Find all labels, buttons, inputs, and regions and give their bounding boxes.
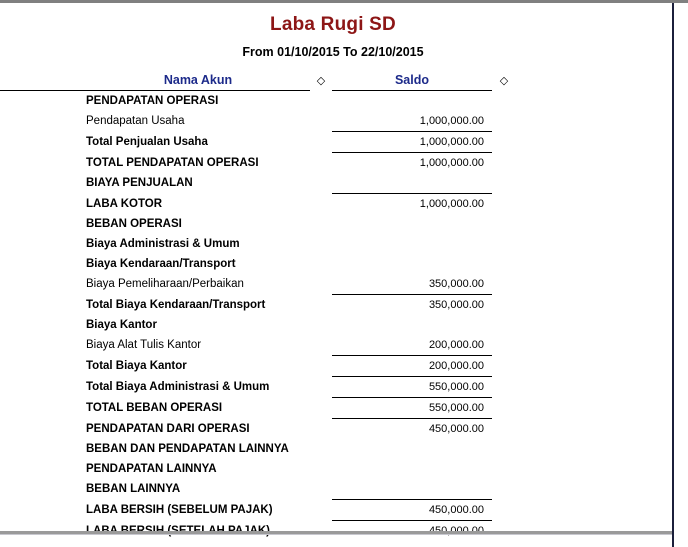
table-row[interactable] — [0, 214, 660, 234]
account-name: LABA BERSIH (SEBELUM PAJAK) — [86, 504, 273, 516]
row-spacer — [310, 173, 332, 194]
account-balance: 200,000.00 — [428, 339, 484, 351]
row-spacer — [492, 377, 516, 398]
account-balance: 550,000.00 — [332, 377, 492, 398]
account-name: Pendapatan Usaha — [86, 115, 185, 128]
row-spacer — [492, 459, 516, 479]
row-spacer — [492, 91, 516, 112]
row-spacer — [516, 254, 660, 274]
account-balance — [332, 254, 492, 274]
row-spacer — [492, 153, 516, 174]
report-page — [0, 6, 660, 528]
income-statement-table — [0, 73, 660, 541]
column-header-saldo[interactable]: Saldo — [332, 73, 492, 91]
table-header-row — [0, 73, 660, 91]
account-balance: 350,000.00 — [428, 278, 484, 290]
row-spacer — [516, 335, 660, 356]
row-spacer — [310, 439, 332, 459]
row-spacer — [310, 91, 332, 112]
account-name: Total Biaya Administrasi & Umum — [86, 381, 270, 393]
row-spacer — [310, 295, 332, 316]
row-spacer — [310, 377, 332, 398]
row-spacer — [492, 194, 516, 215]
row-spacer — [310, 335, 332, 356]
table-row[interactable] — [0, 194, 660, 215]
row-spacer — [492, 419, 516, 440]
table-row[interactable] — [0, 479, 660, 500]
account-name: LABA KOTOR — [86, 197, 163, 210]
row-spacer — [310, 500, 332, 521]
row-spacer — [516, 377, 660, 398]
row-spacer — [516, 173, 660, 194]
row-spacer — [516, 194, 660, 215]
account-balance — [332, 91, 492, 112]
table-row[interactable] — [0, 295, 660, 316]
account-name: Biaya Kendaraan/Transport — [86, 258, 236, 270]
row-spacer — [310, 356, 332, 377]
row-spacer — [492, 398, 516, 419]
column-header-spacer — [516, 73, 660, 91]
row-spacer — [310, 254, 332, 274]
row-spacer — [516, 132, 660, 153]
row-spacer — [492, 479, 516, 500]
row-spacer — [516, 91, 660, 112]
row-spacer — [516, 479, 660, 500]
report-footer-divider — [0, 531, 672, 535]
row-spacer — [310, 214, 332, 234]
table-row[interactable] — [0, 91, 660, 112]
account-name: BEBAN DAN PENDAPATAN LAINNYA — [86, 443, 289, 455]
table-row[interactable] — [0, 377, 660, 398]
table-header — [0, 73, 660, 91]
row-spacer — [492, 111, 516, 132]
row-spacer — [492, 295, 516, 316]
account-balance: 450,000.00 — [332, 500, 492, 521]
account-balance: 1,000,000.00 — [419, 115, 484, 127]
row-spacer — [310, 274, 332, 295]
table-row[interactable] — [0, 132, 660, 153]
row-spacer — [492, 315, 516, 335]
account-balance: 1,000,000.00 — [332, 153, 492, 174]
table-row[interactable] — [0, 254, 660, 274]
row-spacer — [492, 234, 516, 254]
row-spacer — [516, 500, 660, 521]
row-spacer — [310, 459, 332, 479]
row-spacer — [516, 398, 660, 419]
row-spacer — [516, 214, 660, 234]
row-spacer — [516, 439, 660, 459]
row-spacer — [492, 439, 516, 459]
sort-indicator-nama-akun-icon[interactable]: ◇ — [316, 74, 326, 87]
account-name: Biaya Alat Tulis Kantor — [86, 339, 202, 352]
table-body — [0, 91, 660, 542]
table-row[interactable] — [0, 356, 660, 377]
table-row[interactable] — [0, 274, 660, 295]
table-row[interactable] — [0, 111, 660, 132]
window-right-gutter — [674, 3, 688, 547]
row-spacer — [492, 254, 516, 274]
row-spacer — [492, 274, 516, 295]
account-balance — [332, 234, 492, 254]
table-row[interactable] — [0, 173, 660, 194]
report-title: Laba Rugi SD — [270, 14, 396, 35]
row-spacer — [492, 356, 516, 377]
row-spacer — [492, 132, 516, 153]
account-name: TOTAL PENDAPATAN OPERASI — [86, 156, 259, 169]
account-balance — [332, 439, 492, 459]
row-spacer — [492, 214, 516, 234]
account-balance: 1,000,000.00 — [332, 132, 492, 153]
account-name: Biaya Kantor — [86, 319, 157, 331]
account-balance — [332, 479, 492, 500]
column-header-nama-akun[interactable]: Nama Akun — [0, 73, 310, 91]
account-name: PENDAPATAN DARI OPERASI — [86, 422, 250, 435]
table-row[interactable] — [0, 500, 660, 521]
row-spacer — [310, 419, 332, 440]
row-spacer — [492, 500, 516, 521]
table-row[interactable] — [0, 439, 660, 459]
account-balance: 550,000.00 — [332, 398, 492, 419]
row-spacer — [492, 173, 516, 194]
account-name: Total Penjualan Usaha — [86, 136, 208, 148]
table-row[interactable] — [0, 398, 660, 419]
account-name: Total Biaya Kendaraan/Transport — [86, 298, 266, 311]
row-spacer — [310, 479, 332, 500]
table-row[interactable] — [0, 459, 660, 479]
sort-indicator-saldo-icon[interactable]: ◇ — [499, 74, 509, 87]
row-spacer — [310, 132, 332, 153]
row-spacer — [516, 419, 660, 440]
row-spacer — [310, 234, 332, 254]
account-balance: 450,000.00 — [332, 419, 492, 440]
row-spacer — [516, 295, 660, 316]
account-balance: 350,000.00 — [332, 295, 492, 316]
report-date-range: From 01/10/2015 To 22/10/2015 — [242, 45, 424, 59]
table-row[interactable] — [0, 315, 660, 335]
table-row[interactable] — [0, 419, 660, 440]
account-name: TOTAL BEBAN OPERASI — [86, 402, 223, 414]
table-row[interactable] — [0, 153, 660, 174]
row-spacer — [516, 153, 660, 174]
account-name: BEBAN LAINNYA — [86, 483, 181, 496]
row-spacer — [516, 274, 660, 295]
row-spacer — [310, 315, 332, 335]
row-spacer — [516, 315, 660, 335]
row-spacer — [310, 398, 332, 419]
account-name: Biaya Administrasi & Umum — [86, 238, 240, 250]
account-balance — [332, 315, 492, 335]
account-balance — [332, 214, 492, 234]
account-name: Biaya Pemeliharaan/Perbaikan — [86, 278, 244, 291]
row-spacer — [310, 153, 332, 174]
account-balance: 1,000,000.00 — [332, 194, 492, 215]
account-balance: 200,000.00 — [332, 356, 492, 377]
row-spacer — [492, 335, 516, 356]
table-row[interactable] — [0, 335, 660, 356]
account-name: PENDAPATAN LAINNYA — [86, 463, 217, 475]
account-balance — [332, 459, 492, 479]
account-name: Total Biaya Kantor — [86, 360, 187, 372]
row-spacer — [516, 459, 660, 479]
row-spacer — [516, 356, 660, 377]
row-spacer — [516, 111, 660, 132]
account-name: BEBAN OPERASI — [86, 218, 182, 230]
row-spacer — [310, 111, 332, 132]
account-name: BIAYA PENJUALAN — [86, 177, 193, 190]
table-row[interactable] — [0, 234, 660, 254]
row-spacer — [516, 234, 660, 254]
row-spacer — [310, 194, 332, 215]
account-name: PENDAPATAN OPERASI — [86, 95, 219, 107]
account-balance — [332, 173, 492, 194]
